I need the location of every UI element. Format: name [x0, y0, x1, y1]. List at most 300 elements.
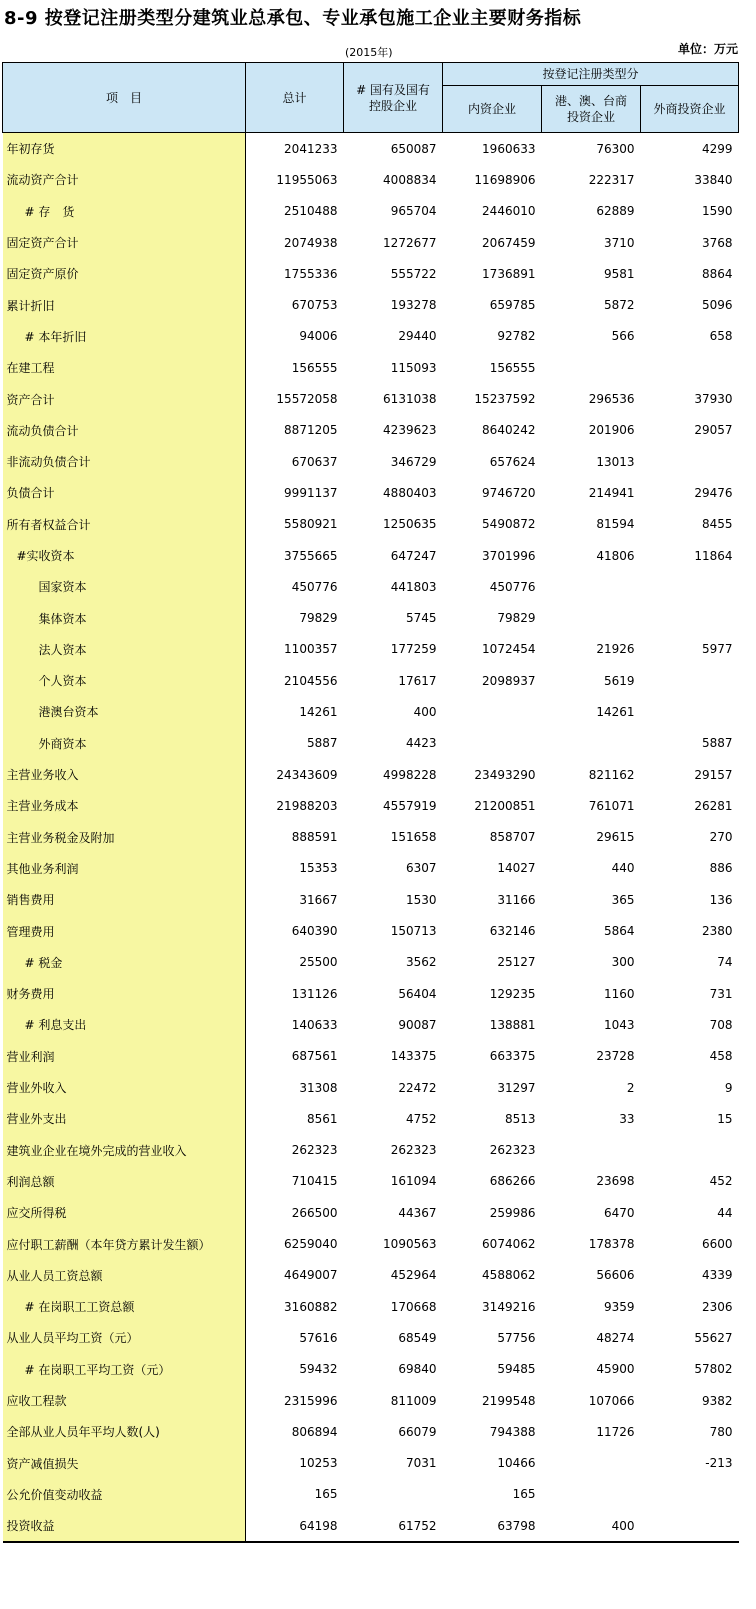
cell-hmt: 23698	[596, 1174, 635, 1189]
cell-hmt: 21926	[596, 642, 635, 657]
table-row	[3, 1041, 739, 1072]
cell-foreign: 5977	[701, 642, 733, 657]
cell-total: 5887	[306, 736, 338, 751]
cell-domestic: 5490872	[482, 517, 536, 532]
cell-state-owned: 7031	[405, 1456, 437, 1471]
cell-foreign: 11864	[694, 548, 733, 563]
table-row	[3, 1510, 739, 1542]
cell-total: 9991137	[284, 485, 338, 500]
cell-hmt: 45900	[596, 1362, 635, 1377]
row-label: 主营业务成本	[3, 790, 246, 821]
table-row	[3, 728, 739, 759]
row-label: 年初存货	[3, 133, 246, 165]
cell-hmt	[542, 1135, 641, 1166]
cell-foreign: 2380	[701, 924, 733, 939]
cell-foreign: 9382	[701, 1393, 733, 1408]
cell-foreign: 136	[709, 892, 733, 907]
cell-total: 15572058	[276, 392, 338, 407]
cell-total: 4649007	[284, 1268, 338, 1283]
row-label: 投资收益	[3, 1510, 246, 1542]
cell-foreign: 658	[709, 329, 733, 344]
cell-state-owned: 6131038	[383, 392, 437, 407]
row-label: 外商资本	[3, 728, 246, 759]
cell-state-owned: 115093	[390, 360, 437, 375]
year-label: (2015年)	[345, 46, 393, 59]
row-label: 应付职工薪酬（本年贷方累计发生额）	[3, 1228, 246, 1259]
cell-domestic: 23493290	[474, 767, 536, 782]
row-label: 销售费用	[3, 884, 246, 915]
table-row	[3, 446, 739, 477]
cell-hmt: 400	[542, 1510, 641, 1542]
cell-domestic: 57756	[497, 1330, 536, 1345]
table-row	[3, 634, 739, 665]
cell-state-owned: 3562	[405, 955, 437, 970]
row-label: 全部从业人员年平均人数(人)	[3, 1416, 246, 1447]
cell-foreign	[641, 1479, 739, 1510]
cell-total: 670637	[291, 454, 338, 469]
cell-foreign: 74	[717, 955, 733, 970]
table-row	[3, 352, 739, 383]
cell-state-owned: 262323	[390, 1143, 437, 1158]
row-label: 从业人员平均工资（元）	[3, 1322, 246, 1353]
table-row	[3, 915, 739, 946]
cell-total: 57616	[299, 1330, 338, 1345]
cell-foreign: 708	[709, 1017, 733, 1032]
cell-total: 64198	[246, 1510, 344, 1542]
cell-total: 2510488	[284, 204, 338, 219]
row-label: 管理费用	[3, 915, 246, 946]
cell-foreign: 29157	[694, 767, 733, 782]
table-row	[3, 289, 739, 320]
row-label: 其他业务利润	[3, 853, 246, 884]
cell-total: 8871205	[284, 423, 338, 438]
row-label: 个人资本	[3, 665, 246, 696]
cell-domestic: 79829	[497, 611, 536, 626]
table-row	[3, 196, 739, 227]
cell-state-owned: 1272677	[383, 235, 437, 250]
cell-domestic: 663375	[489, 1049, 536, 1064]
cell-hmt: 2	[626, 1080, 635, 1095]
cell-domestic: 657624	[489, 454, 536, 469]
cell-domestic: 6074062	[482, 1237, 536, 1252]
table-row	[3, 1447, 739, 1478]
cell-foreign	[641, 1135, 739, 1166]
cell-state-owned: 151658	[390, 830, 437, 845]
row-label: 营业外收入	[3, 1072, 246, 1103]
row-label: 流动负债合计	[3, 415, 246, 446]
row-label: 国家资本	[3, 571, 246, 602]
cell-hmt	[542, 602, 641, 633]
cell-total: 888591	[291, 830, 338, 845]
cell-foreign: 4339	[701, 1268, 733, 1283]
cell-total: 31667	[299, 892, 338, 907]
cell-domestic: 156555	[489, 360, 536, 375]
row-label: 固定资产合计	[3, 227, 246, 258]
cell-foreign: 57802	[694, 1362, 733, 1377]
cell-hmt: 62889	[596, 204, 635, 219]
row-label: 集体资本	[3, 602, 246, 633]
row-label: # 税金	[3, 947, 246, 978]
cell-state-owned: 1090563	[383, 1237, 437, 1252]
cell-foreign	[641, 602, 739, 633]
cell-total: 21988203	[276, 798, 338, 813]
table-row	[3, 383, 739, 414]
cell-domestic: 9746720	[482, 485, 536, 500]
row-label: 在建工程	[3, 352, 246, 383]
cell-state-owned: 17617	[398, 673, 437, 688]
cell-domestic: 11698906	[474, 172, 536, 187]
table-row	[3, 1103, 739, 1134]
table-row	[3, 1385, 739, 1416]
cell-domestic: 15237592	[474, 392, 536, 407]
cell-state-owned: 4239623	[383, 423, 437, 438]
cell-hmt: 14261	[596, 704, 635, 719]
cell-domestic: 1960633	[482, 141, 536, 156]
header-total: 总计	[246, 63, 344, 133]
header-domestic: 内资企业	[443, 86, 542, 133]
row-label: 应收工程款	[3, 1385, 246, 1416]
cell-state-owned: 441803	[390, 579, 437, 594]
cell-hmt: 11726	[596, 1424, 635, 1439]
table-row	[3, 1135, 739, 1166]
cell-foreign: 5887	[701, 736, 733, 751]
table-row	[3, 258, 739, 289]
cell-domestic: 63798	[443, 1510, 542, 1542]
table-row	[3, 571, 739, 602]
cell-state-owned: 647247	[390, 548, 437, 563]
cell-domestic: 21200851	[474, 798, 536, 813]
cell-state-owned: 69840	[398, 1362, 437, 1377]
cell-total: 262323	[291, 1143, 338, 1158]
table-row	[3, 884, 739, 915]
cell-hmt	[542, 571, 641, 602]
cell-total: 710415	[291, 1174, 338, 1189]
cell-hmt: 107066	[588, 1393, 635, 1408]
cell-total: 94006	[299, 329, 338, 344]
row-label: # 在岗职工工资总额	[3, 1291, 246, 1322]
cell-hmt: 41806	[596, 548, 635, 563]
cell-total: 450776	[291, 579, 338, 594]
cell-total: 806894	[291, 1424, 338, 1439]
cell-domestic: 165	[512, 1487, 536, 1502]
cell-hmt: 5619	[603, 673, 635, 688]
cell-hmt: 1160	[603, 986, 635, 1001]
cell-hmt: 1043	[603, 1017, 635, 1032]
table-row	[3, 1009, 739, 1040]
cell-domestic: 659785	[489, 298, 536, 313]
cell-hmt: 440	[611, 861, 635, 876]
cell-total: 8561	[306, 1111, 338, 1126]
cell-state-owned: 4998228	[383, 767, 437, 782]
cell-total: 11955063	[276, 172, 338, 187]
cell-state-owned: 177259	[390, 642, 437, 657]
row-label: 所有者权益合计	[3, 509, 246, 540]
cell-domestic: 858707	[489, 830, 536, 845]
cell-foreign: 8864	[701, 266, 733, 281]
cell-domestic: 2199548	[482, 1393, 536, 1408]
cell-foreign	[641, 352, 739, 383]
cell-foreign: 26281	[694, 798, 733, 813]
cell-foreign: 29476	[694, 485, 733, 500]
cell-hmt: 201906	[588, 423, 635, 438]
row-label: 资产合计	[3, 383, 246, 414]
table-row	[3, 227, 739, 258]
cell-domestic	[443, 728, 542, 759]
row-label: 利润总额	[3, 1166, 246, 1197]
cell-foreign: 458	[709, 1049, 733, 1064]
financial-table	[2, 62, 738, 1543]
cell-total: 79829	[299, 611, 338, 626]
cell-state-owned: 5745	[405, 611, 437, 626]
cell-state-owned: 346729	[390, 454, 437, 469]
cell-foreign: 37930	[694, 392, 733, 407]
table-row	[3, 822, 739, 853]
table-row	[3, 1166, 739, 1197]
cell-state-owned: 452964	[390, 1268, 437, 1283]
cell-foreign: 2306	[701, 1299, 733, 1314]
cell-total: 3755665	[284, 548, 338, 563]
cell-foreign: 8455	[701, 517, 733, 532]
cell-hmt: 566	[611, 329, 635, 344]
cell-total: 14261	[299, 704, 338, 719]
cell-hmt: 48274	[596, 1330, 635, 1345]
cell-foreign: 3768	[701, 235, 733, 250]
cell-state-owned: 193278	[390, 298, 437, 313]
cell-hmt: 9581	[603, 266, 635, 281]
table-row	[3, 1479, 739, 1510]
cell-domestic: 31166	[497, 892, 536, 907]
cell-foreign: 886	[709, 861, 733, 876]
row-label: 营业外支出	[3, 1103, 246, 1134]
row-label: 流动资产合计	[3, 164, 246, 195]
cell-foreign: 6600	[701, 1237, 733, 1252]
cell-hmt	[542, 352, 641, 383]
cell-state-owned: 61752	[344, 1510, 443, 1542]
row-label: 财务费用	[3, 978, 246, 1009]
table-row	[3, 1228, 739, 1259]
cell-state-owned: 90087	[398, 1017, 437, 1032]
cell-hmt: 761071	[588, 798, 635, 813]
cell-hmt: 13013	[596, 454, 635, 469]
cell-state-owned: 143375	[390, 1049, 437, 1064]
cell-state-owned: 400	[413, 704, 437, 719]
cell-hmt: 9359	[603, 1299, 635, 1314]
cell-domestic	[443, 696, 542, 727]
cell-state-owned	[344, 1479, 443, 1510]
cell-hmt: 6470	[603, 1205, 635, 1220]
cell-state-owned: 44367	[398, 1205, 437, 1220]
table-row	[3, 415, 739, 446]
cell-domestic: 262323	[489, 1143, 536, 1158]
cell-hmt: 821162	[588, 767, 635, 782]
table-row	[3, 665, 739, 696]
cell-domestic: 794388	[489, 1424, 536, 1439]
cell-domestic: 3701996	[482, 548, 536, 563]
cell-state-owned: 150713	[390, 924, 437, 939]
cell-domestic: 92782	[497, 329, 536, 344]
cell-hmt: 33	[619, 1111, 635, 1126]
cell-state-owned: 6307	[405, 861, 437, 876]
table-row	[3, 853, 739, 884]
table-row	[3, 1197, 739, 1228]
cell-foreign: 780	[709, 1424, 733, 1439]
cell-foreign: -213	[705, 1456, 733, 1471]
row-label: 港澳台资本	[3, 696, 246, 727]
cell-domestic: 686266	[489, 1174, 536, 1189]
cell-total: 2104556	[284, 673, 338, 688]
cell-domestic: 10466	[497, 1456, 536, 1471]
cell-foreign	[641, 446, 739, 477]
cell-state-owned: 965704	[390, 204, 437, 219]
cell-state-owned: 4557919	[383, 798, 437, 813]
cell-foreign: 1590	[701, 204, 733, 219]
table-row	[3, 164, 739, 195]
row-label: # 利息支出	[3, 1009, 246, 1040]
table-row	[3, 1291, 739, 1322]
cell-foreign	[641, 665, 739, 696]
table-row	[3, 540, 739, 571]
table-row	[3, 978, 739, 1009]
cell-domestic: 632146	[489, 924, 536, 939]
table-row	[3, 759, 739, 790]
cell-state-owned: 66079	[398, 1424, 437, 1439]
row-label: 非流动负债合计	[3, 446, 246, 477]
cell-hmt: 3710	[603, 235, 635, 250]
cell-total: 25500	[299, 955, 338, 970]
cell-hmt: 296536	[588, 392, 635, 407]
table-row	[3, 509, 739, 540]
cell-total: 3160882	[284, 1299, 338, 1314]
cell-domestic: 1072454	[482, 642, 536, 657]
cell-total: 140633	[291, 1017, 338, 1032]
cell-state-owned: 68549	[398, 1330, 437, 1345]
row-label: 法人资本	[3, 634, 246, 665]
cell-domestic: 8513	[504, 1111, 536, 1126]
table-row	[3, 947, 739, 978]
cell-hmt: 365	[611, 892, 635, 907]
cell-state-owned: 29440	[398, 329, 437, 344]
cell-total: 165	[314, 1487, 338, 1502]
cell-hmt: 5864	[603, 924, 635, 939]
cell-state-owned: 1530	[405, 892, 437, 907]
cell-total: 670753	[291, 298, 338, 313]
row-label: 营业利润	[3, 1041, 246, 1072]
cell-foreign: 33840	[694, 172, 733, 187]
row-label: # 本年折旧	[3, 321, 246, 352]
cell-hmt	[542, 728, 641, 759]
cell-foreign	[641, 1510, 739, 1542]
cell-foreign: 731	[709, 986, 733, 1001]
row-label: 累计折旧	[3, 289, 246, 320]
cell-total: 640390	[291, 924, 338, 939]
row-label: 固定资产原价	[3, 258, 246, 289]
table-row	[3, 1322, 739, 1353]
cell-total: 5580921	[284, 517, 338, 532]
cell-total: 687561	[291, 1049, 338, 1064]
table-row	[3, 133, 739, 165]
cell-domestic: 259986	[489, 1205, 536, 1220]
header-item: 项 目	[3, 63, 246, 133]
cell-domestic: 129235	[489, 986, 536, 1001]
table-row	[3, 1416, 739, 1447]
cell-domestic: 14027	[497, 861, 536, 876]
cell-total: 31308	[299, 1080, 338, 1095]
cell-state-owned: 161094	[390, 1174, 437, 1189]
row-label: 主营业务收入	[3, 759, 246, 790]
cell-foreign: 29057	[694, 423, 733, 438]
cell-state-owned: 4008834	[383, 172, 437, 187]
cell-total: 59432	[299, 1362, 338, 1377]
cell-domestic: 2067459	[482, 235, 536, 250]
cell-hmt: 178378	[588, 1237, 635, 1252]
cell-total: 1755336	[284, 266, 338, 281]
row-label: 建筑业企业在境外完成的营业收入	[3, 1135, 246, 1166]
cell-state-owned: 4752	[405, 1111, 437, 1126]
cell-state-owned: 170668	[390, 1299, 437, 1314]
cell-foreign: 4299	[701, 141, 733, 156]
cell-total: 15353	[299, 861, 338, 876]
cell-domestic: 59485	[497, 1362, 536, 1377]
header-foreign: 外商投资企业	[641, 86, 739, 133]
cell-state-owned: 650087	[390, 141, 437, 156]
cell-domestic: 3149216	[482, 1299, 536, 1314]
cell-hmt: 5872	[603, 298, 635, 313]
row-label: # 存 货	[3, 196, 246, 227]
table-row	[3, 790, 739, 821]
row-label: 从业人员工资总额	[3, 1260, 246, 1291]
cell-hmt	[542, 1447, 641, 1478]
cell-foreign: 5096	[701, 298, 733, 313]
row-label: 主营业务税金及附加	[3, 822, 246, 853]
cell-hmt: 23728	[596, 1049, 635, 1064]
row-label: 负债合计	[3, 477, 246, 508]
cell-hmt: 29615	[596, 830, 635, 845]
cell-total: 2315996	[284, 1393, 338, 1408]
cell-domestic: 2098937	[482, 673, 536, 688]
cell-total: 24343609	[276, 767, 338, 782]
cell-state-owned: 22472	[398, 1080, 437, 1095]
cell-hmt: 76300	[596, 141, 635, 156]
table-row	[3, 321, 739, 352]
cell-domestic: 450776	[489, 579, 536, 594]
cell-foreign: 270	[709, 830, 733, 845]
table-row	[3, 1354, 739, 1385]
cell-foreign	[641, 696, 739, 727]
cell-state-owned: 4880403	[383, 485, 437, 500]
cell-hmt	[542, 1479, 641, 1510]
cell-state-owned: 811009	[390, 1393, 437, 1408]
row-label: # 在岗职工平均工资（元）	[3, 1354, 246, 1385]
cell-domestic: 31297	[497, 1080, 536, 1095]
cell-total: 10253	[299, 1456, 338, 1471]
cell-hmt: 56606	[596, 1268, 635, 1283]
header-hmt: 港、澳、台商 投资企业	[542, 86, 641, 133]
cell-foreign	[641, 571, 739, 602]
cell-foreign: 55627	[694, 1330, 733, 1345]
page-title: 8-9 按登记注册类型分建筑业总承包、专业承包施工企业主要财务指标	[4, 8, 582, 29]
cell-total: 6259040	[284, 1237, 338, 1252]
cell-state-owned: 56404	[398, 986, 437, 1001]
cell-hmt: 214941	[588, 485, 635, 500]
cell-state-owned: 555722	[390, 266, 437, 281]
cell-state-owned: 1250635	[383, 517, 437, 532]
cell-foreign: 15	[717, 1111, 733, 1126]
cell-state-owned: 4423	[405, 736, 437, 751]
cell-domestic: 8640242	[482, 423, 536, 438]
cell-hmt: 300	[611, 955, 635, 970]
cell-total: 2074938	[284, 235, 338, 250]
cell-domestic: 138881	[489, 1017, 536, 1032]
